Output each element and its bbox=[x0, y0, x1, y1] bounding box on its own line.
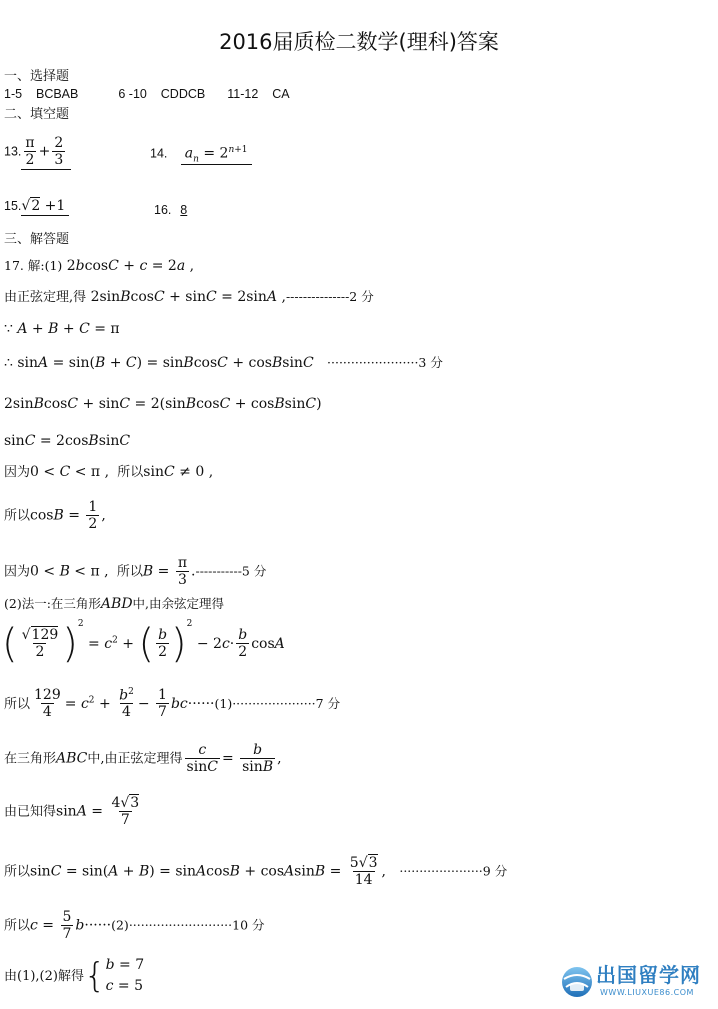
equation-1-line: 所以 $\frac{129}{4}$ = $c^2$ + $\frac{b^2}{4}$ − $\frac{1}{7}$ bc······(1)·····················7 分 bbox=[4, 687, 341, 721]
cos-b-line: 所以cosB = $\frac{1}{2}$ , bbox=[4, 499, 106, 532]
choice-range-2: 6 -10 bbox=[118, 87, 147, 101]
choice-answers-3: CA bbox=[272, 87, 290, 101]
choice-answers-1: BCBAB bbox=[35, 87, 79, 101]
score-7: ·····················7 分 bbox=[232, 696, 341, 712]
logo-text: 出国留学网 bbox=[596, 963, 701, 987]
score-3: ·······················3 分 bbox=[327, 355, 443, 370]
b-value-line: 因为0 < B < π , 所以B = $\frac{\pi}{3}$ .-----------5 分 bbox=[4, 555, 267, 588]
answer-15: 15.√2 +1 bbox=[4, 199, 69, 216]
answer-16: 16. 8 bbox=[154, 203, 188, 217]
section-heading-choice: 一、选择题 bbox=[4, 69, 70, 84]
globe-icon bbox=[560, 965, 594, 999]
sin-c-line: 所以sinC = sin(A + B) = sinAcosB + cosAsinB = $\frac{5√3}{14}$ , ·····················9 分 bbox=[4, 855, 508, 888]
equation-line-1: 2sinBcosC + sinC = 2(sinBcosC + cosBsinC) bbox=[4, 396, 322, 412]
page-title: 2016届质检二数学(理科)答案 bbox=[219, 30, 499, 54]
choice-range-1: 1-5 bbox=[4, 87, 23, 101]
score-10: ··························10 分 bbox=[128, 917, 265, 933]
answer-13: 13. $\frac{\pi}{2}$ + $\frac{2}{3}$ bbox=[4, 136, 71, 170]
equation-2-line: 所以c = $\frac{5}{7}$ b······(2)··························10 分 bbox=[4, 909, 265, 942]
angle-sum-line: ∵ A + B + C = π bbox=[4, 321, 120, 337]
section-heading-fill: 二、填空题 bbox=[4, 107, 70, 122]
logo-url: WWW.LIUXUE86.COM bbox=[600, 988, 694, 997]
equation-line-2: sinC = 2cosBsinC bbox=[4, 433, 131, 449]
law-of-sines-abc-line: 在三角形ABC中,由正弦定理得 $\frac{c}{\sin C}$ = $\frac{b}{\sin B}$ , bbox=[4, 742, 282, 775]
site-logo bbox=[560, 962, 718, 1004]
choice-range-3: 11-12 bbox=[227, 87, 259, 101]
choice-answers-row bbox=[4, 88, 290, 101]
q17-part1-line: 17. 解:(1) 2bcosC + c = 2a , bbox=[4, 258, 195, 274]
choice-answers-2: CDDCB bbox=[160, 87, 206, 101]
final-solution-line: 由(1),(2)解得{ b = 7 c = 5 bbox=[4, 956, 145, 996]
score-9: ·····················9 分 bbox=[399, 863, 508, 879]
cosine-law-equation: ( $\frac{√129}{2}$ )$^2 = c^2$ + ( $\frac{b}{2}$ )$^2$ − 2c· $\frac{b}{2}$ cosA bbox=[2, 619, 285, 667]
score-5: -----------5 分 bbox=[195, 563, 267, 579]
sin-a-expansion-line: ∴ sinA = sin(B + C) = sinBcosC + cosBsinC ·······················3 分 bbox=[4, 355, 443, 371]
law-of-sines-line: 由正弦定理,得 2sinBcosC + sinC = 2sinA ,---------------2 分 bbox=[4, 289, 374, 305]
part2-intro-line: (2)法一:在三角形ABD中,由余弦定理得 bbox=[4, 596, 225, 612]
answer-14: 14. $a_n = 2^{n+1}$ bbox=[150, 146, 252, 165]
section-heading-solution: 三、解答题 bbox=[4, 232, 70, 247]
score-2: ---------------2 分 bbox=[285, 289, 374, 304]
sin-a-known-line: 由已知得sinA = $\frac{4√3}{7}$ bbox=[4, 795, 140, 828]
because-c-range-line: 因为0 < C < π , 所以sinC ≠ 0 , bbox=[4, 464, 214, 480]
